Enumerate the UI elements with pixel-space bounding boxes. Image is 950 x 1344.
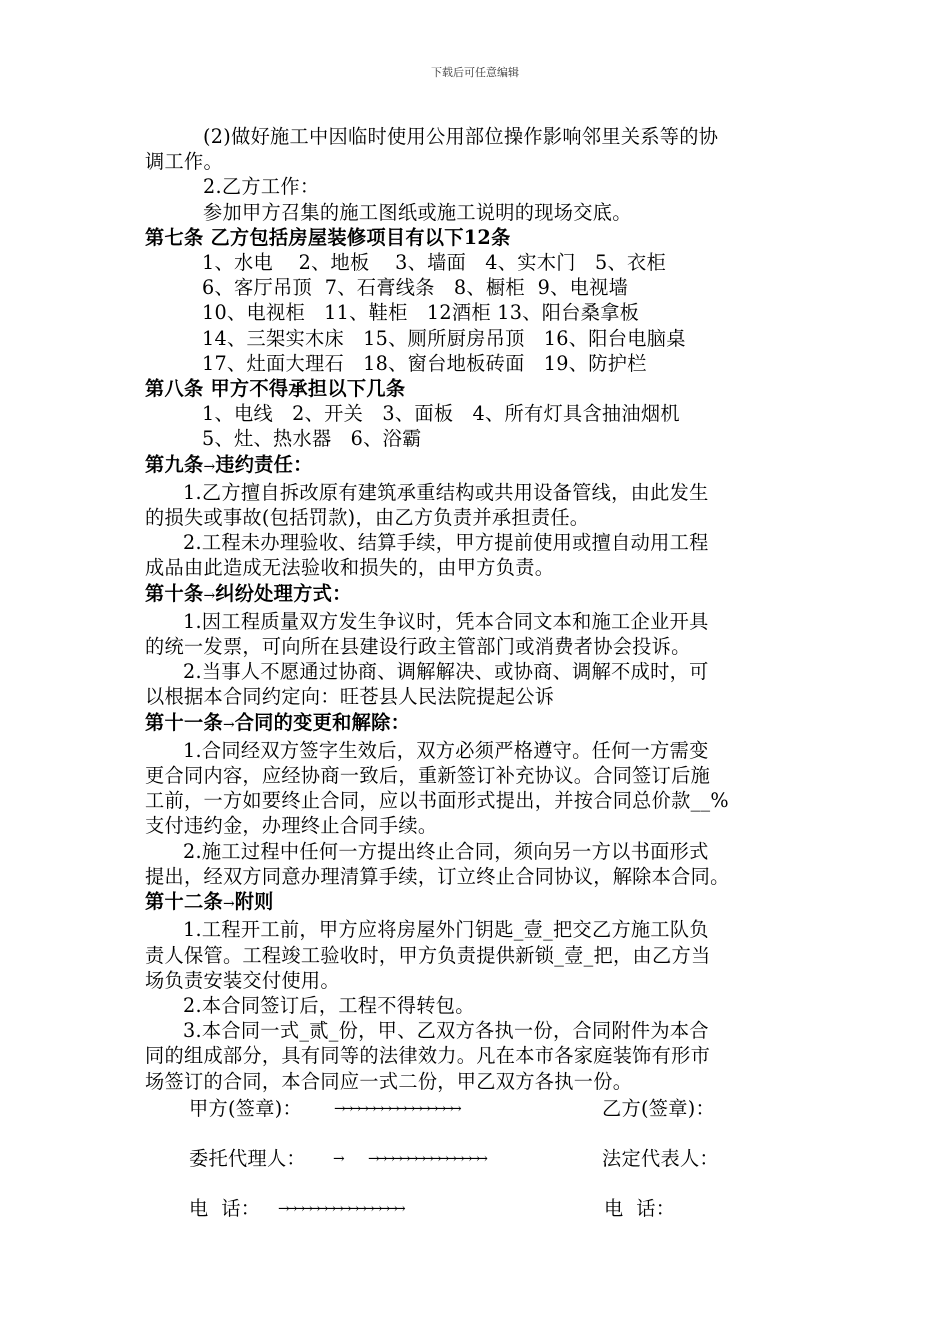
signature-line: → [333, 1151, 341, 1167]
arrow-icon: → [203, 458, 211, 475]
article-number: 第九条 [145, 452, 204, 476]
article-title: 附则 [234, 890, 274, 914]
paragraph-line: 调工作。 [145, 150, 223, 174]
paragraph-line: 2.本合同签订后，工程不得转包。 [183, 993, 475, 1017]
paragraph-line: 更合同内容，应经协商一致后，重新签订补充协议。合同签订后施 [145, 764, 711, 788]
arrow-icon: → [222, 716, 230, 733]
paragraph-line: 2.施工过程中任何一方提出终止合同，须向另一方以书面形式 [183, 839, 709, 863]
article-title: 合同的变更和解除： [234, 710, 411, 734]
list-item: 1、电线 2、开关 3、面板 4、所有灯具含抽油烟机 [202, 402, 680, 426]
paragraph-line: 场签订的合同，本合同应一式二份，甲乙双方各执一份。 [145, 1069, 633, 1093]
paragraph-line: 1.工程开工前，甲方应将房屋外门钥匙_壹_把交乙方施工队负 [183, 918, 709, 942]
arrow-icon: → [222, 896, 230, 913]
list-item: 6、客厅吊顶 7、石膏线条 8、橱柜 9、电视墙 [202, 276, 629, 300]
paragraph-line: 2.乙方工作： [203, 175, 320, 199]
agent-label: 委托代理人： [189, 1147, 306, 1170]
article-11-heading [145, 710, 800, 738]
paragraph-line: 2.工程未办理验收、结算手续，甲方提前使用或擅自动用工程 [183, 531, 709, 555]
arrow-icon: → [203, 587, 211, 604]
signature-row-phones [0, 1196, 950, 1222]
signature-row-parties [0, 1096, 950, 1122]
paragraph-line: 工前，一方如要终止合同，应以书面形式提出，并按合同总价款__% [145, 789, 729, 813]
contract-body [145, 124, 800, 1094]
paragraph-line: 提出，经双方同意办理清算手续，订立终止合同协议，解除本合同。 [145, 864, 730, 888]
list-item: 17、灶面大理石 18、窗台地板砖面 19、防护栏 [202, 351, 647, 375]
article-number: 第十一条 [145, 710, 223, 734]
article-number: 第十条 [145, 581, 204, 605]
paragraph-line: 1.因工程质量双方发生争议时，凭本合同文本和施工企业开具 [183, 609, 709, 633]
legal-rep-label: 法定代表人： [602, 1147, 719, 1170]
signature-line: →→→→→→→→→→→→→→→→ [278, 1201, 402, 1217]
article-12-heading [145, 889, 800, 917]
page-header: 下载后可任意编辑 [431, 66, 519, 79]
signature-line: →→→→→→→→→→→→→→→ [368, 1151, 484, 1167]
paragraph-line: 1.合同经双方签字生效后，双方必须严格遵守。任何一方需变 [183, 738, 709, 762]
article-8-heading: 第八条 甲方不得承担以下几条 [145, 377, 406, 401]
paragraph-line: 2.当事人不愿通过协商、调解解决、或协商、调解不成时，可 [183, 660, 709, 684]
paragraph-line: 的统一发票，可向所在县建设行政主管部门或消费者协会投诉。 [145, 635, 691, 659]
party-a-signature-label: 甲方(签章)： [189, 1097, 303, 1120]
phone-right-label: 电 话： [604, 1197, 676, 1220]
paragraph-line: 成品由此造成无法验收和损失的，由甲方负责。 [145, 556, 555, 580]
paragraph-line: 3.本合同一式_贰_份，甲、乙双方各执一份，合同附件为本合 [183, 1019, 709, 1043]
article-10-heading [145, 581, 800, 609]
article-title: 纠纷处理方式： [215, 581, 352, 605]
article-number: 第十二条 [145, 890, 223, 914]
article-7-heading: 第七条 乙方包括房屋装修项目有以下12条 [145, 225, 511, 249]
paragraph-line: 以根据本合同约定向：旺苍县人民法院提起公诉 [145, 685, 555, 709]
signature-line: →→→→→→→→→→→→→→→→ [334, 1101, 458, 1117]
paragraph-line: 支付违约金，办理终止合同手续。 [145, 814, 438, 838]
list-item: 10、电视柜 11、鞋柜 12酒柜 13、阳台桑拿板 [202, 301, 640, 325]
phone-left-label: 电 话： [189, 1197, 261, 1220]
paragraph-line: 责人保管。工程竣工验收时，甲方负责提供新锁_壹_把，由乙方当 [145, 943, 711, 967]
party-b-signature-label: 乙方(签章)： [602, 1097, 716, 1120]
paragraph-line: 场负责安装交付使用。 [145, 968, 340, 992]
article-title: 违约责任： [215, 452, 313, 476]
paragraph-line: 的损失或事故(包括罚款)，由乙方负责并承担责任。 [145, 506, 590, 530]
list-item: 14、三架实木床 15、厕所厨房吊顶 16、阳台电脑桌 [202, 326, 686, 350]
article-9-heading [145, 452, 800, 480]
paragraph-line: 1.乙方擅自拆改原有建筑承重结构或共用设备管线，由此发生 [183, 480, 709, 504]
paragraph-line: (2)做好施工中因临时使用公用部位操作影响邻里关系等的协 [203, 125, 719, 148]
paragraph-line: 同的组成部分，具有同等的法律效力。凡在本市各家庭装饰有形市 [145, 1044, 711, 1068]
list-item: 1、水电 2、地板 3、墙面 4、实木门 5、衣柜 [202, 251, 666, 275]
signature-row-representatives [0, 1146, 950, 1172]
list-item: 5、灶、热水器 6、浴霸 [202, 427, 422, 451]
paragraph-line: 参加甲方召集的施工图纸或施工说明的现场交底。 [203, 200, 632, 224]
